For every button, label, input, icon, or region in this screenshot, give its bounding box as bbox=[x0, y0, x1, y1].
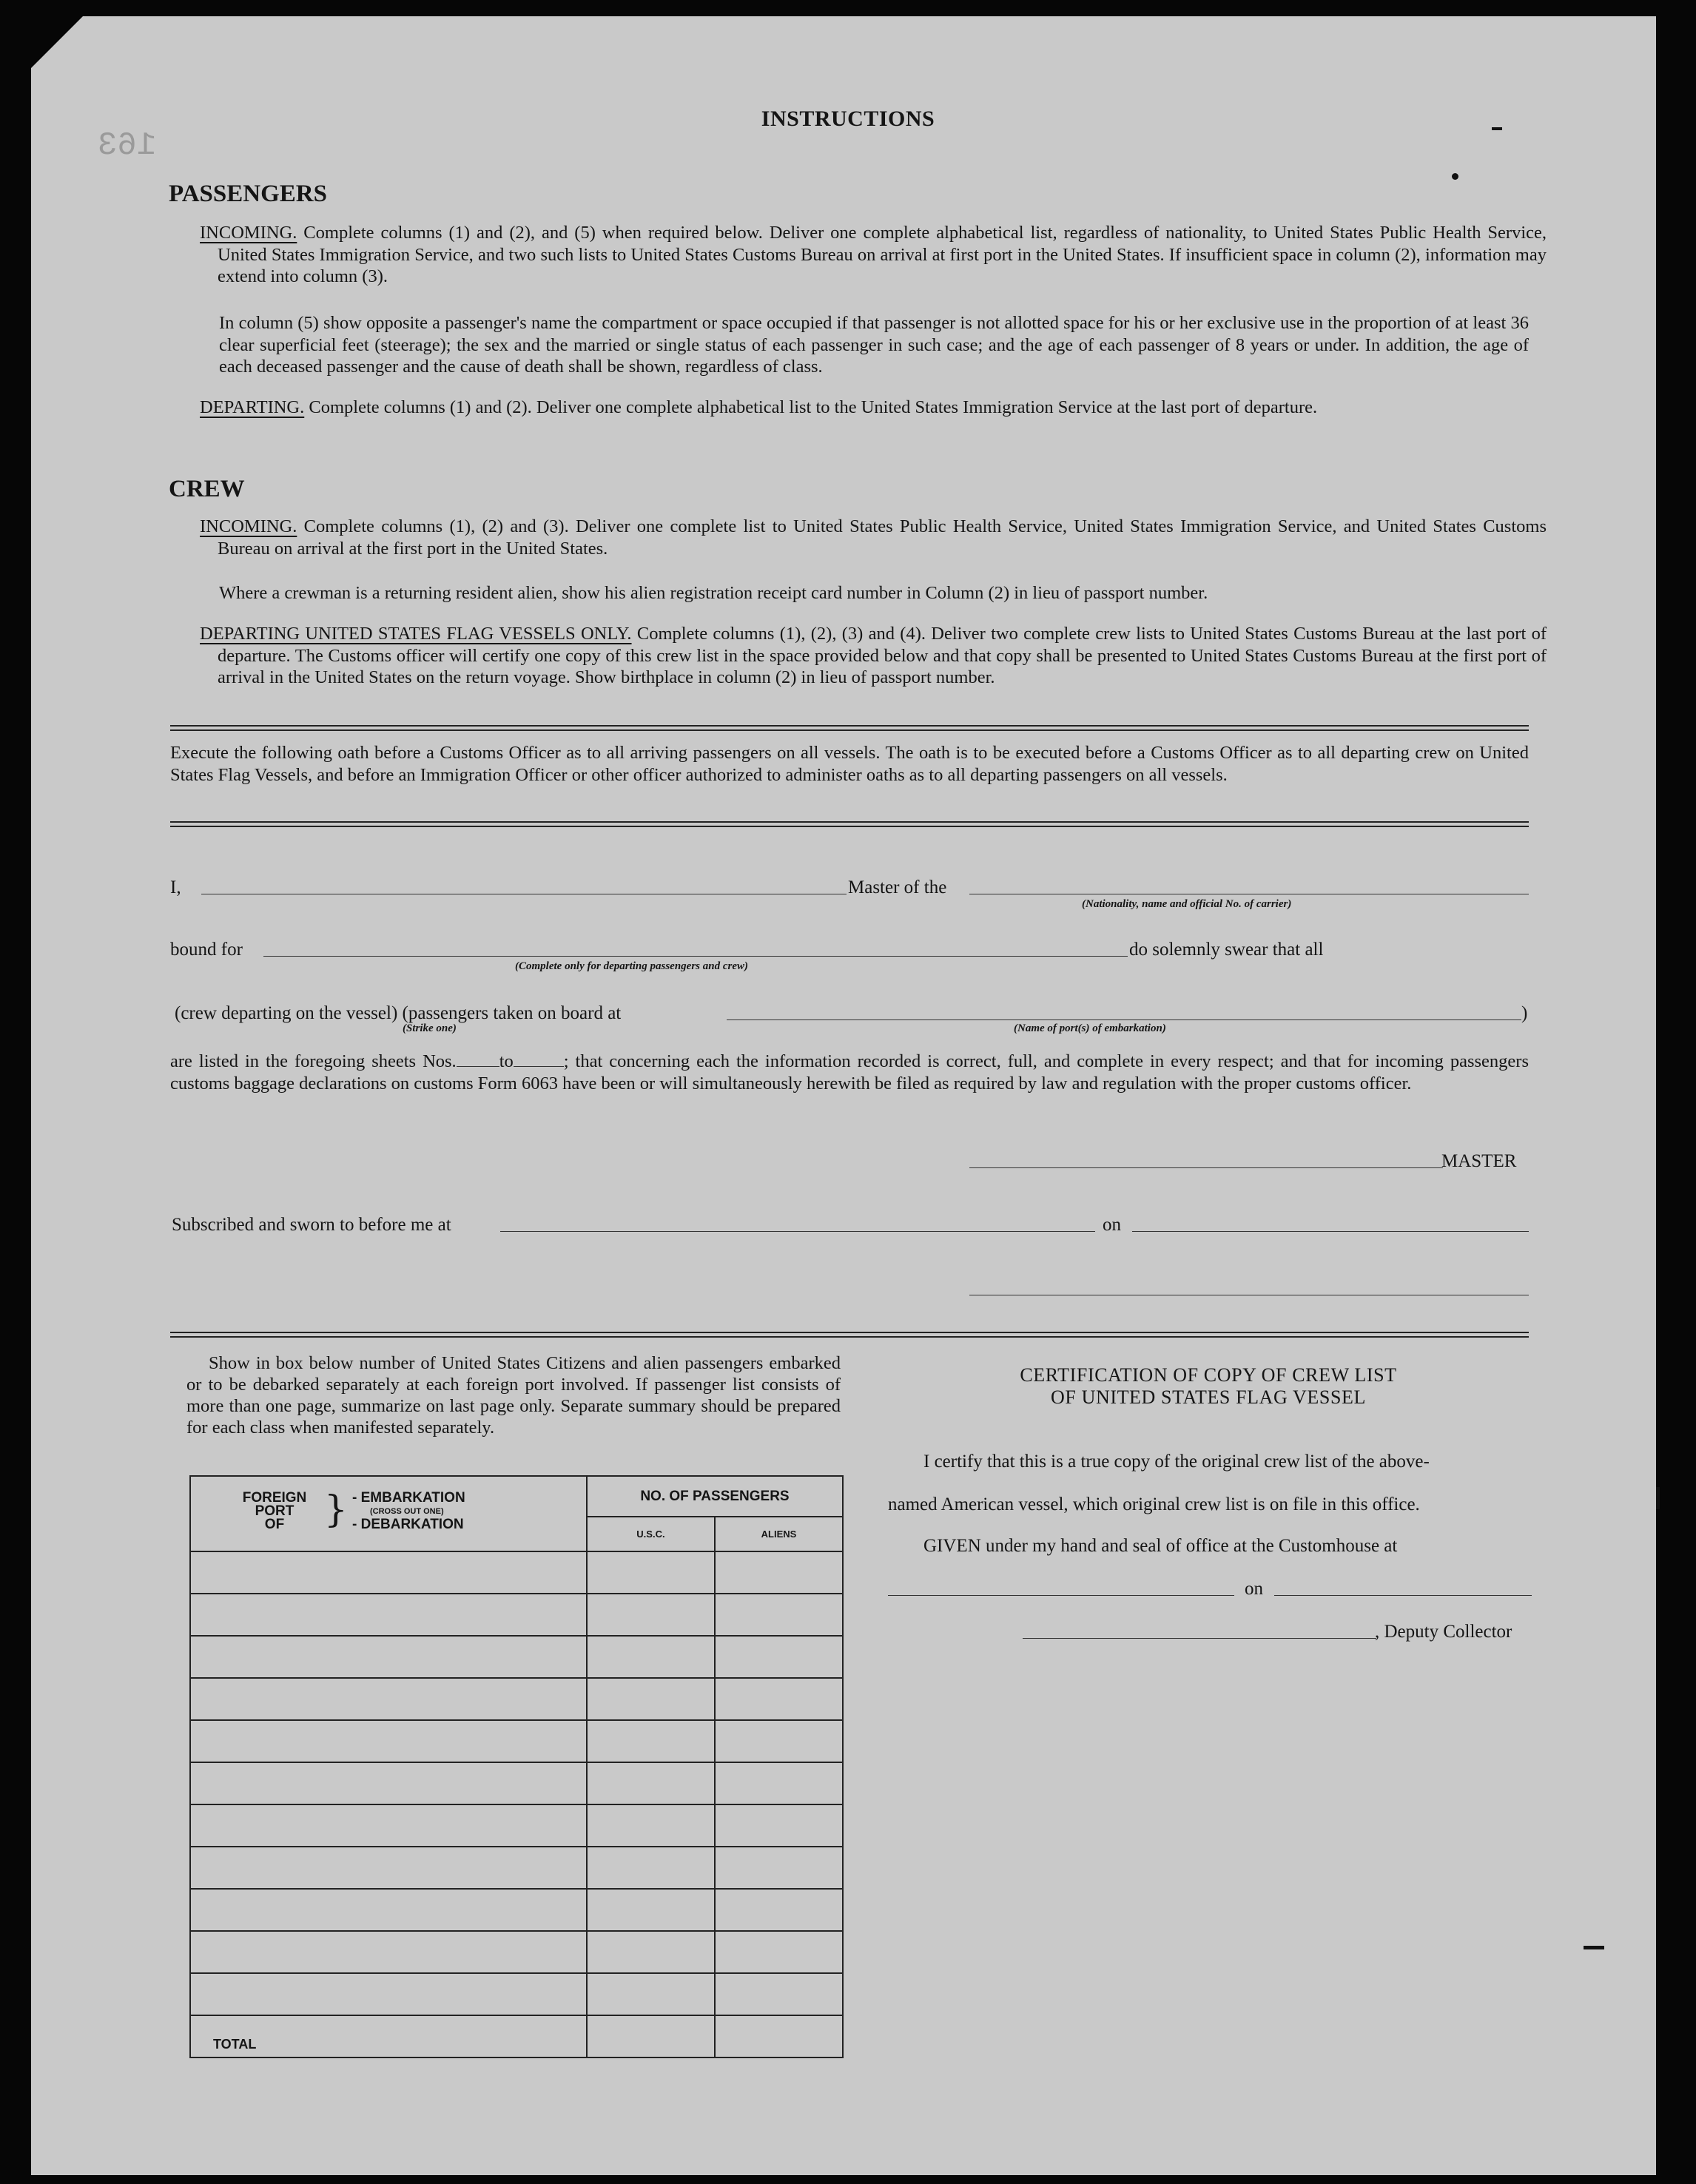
port-cell[interactable] bbox=[190, 1678, 587, 1720]
aliens-cell[interactable] bbox=[715, 1720, 843, 1762]
sworn-at-field[interactable] bbox=[500, 1231, 1095, 1232]
crew-incoming-label: INCOMING. bbox=[200, 516, 297, 536]
cross-out-label: (CROSS OUT ONE) bbox=[370, 1507, 444, 1516]
crew-departing-label: DEPARTING UNITED STATES FLAG VESSELS ONLY. bbox=[200, 624, 632, 644]
bound-for-label: bound for bbox=[170, 940, 243, 960]
do-solemnly-label: do solemnly swear that all bbox=[1129, 940, 1324, 960]
deputy-collector-label: , Deputy Collector bbox=[1375, 1622, 1512, 1642]
usc-cell[interactable] bbox=[587, 1931, 715, 1973]
crew-incoming-text: Complete columns (1), (2) and (3). Deliver one complete list to United States Public Health Service, United States Immigration Service, and United States Customs Bureau on arrival at the first port in the United States. bbox=[218, 516, 1547, 559]
closing-paren: ) bbox=[1521, 1003, 1528, 1023]
port-cell[interactable] bbox=[190, 1762, 587, 1804]
table-row bbox=[190, 1636, 843, 1678]
usc-cell[interactable] bbox=[587, 1804, 715, 1847]
divider bbox=[170, 1332, 1529, 1338]
crew-heading: CREW bbox=[169, 476, 245, 502]
to-label: to bbox=[499, 1051, 514, 1071]
page-number-stamp: 163 bbox=[98, 127, 157, 164]
usc-cell[interactable] bbox=[587, 1762, 715, 1804]
usc-cell[interactable] bbox=[587, 1551, 715, 1594]
port-cell[interactable] bbox=[190, 1931, 587, 1973]
sworn-on-label: on bbox=[1103, 1215, 1121, 1235]
port-cell[interactable] bbox=[190, 1889, 587, 1931]
passengers-incoming bbox=[200, 222, 1547, 288]
certify-line2: named American vessel, which original crew list is on file in this office. bbox=[888, 1494, 1420, 1514]
speck bbox=[1584, 1946, 1604, 1949]
bound-for-field[interactable] bbox=[263, 956, 1128, 957]
passengers-incoming-label: INCOMING. bbox=[200, 223, 297, 243]
passengers-departing-label: DEPARTING. bbox=[200, 397, 305, 417]
passengers-departing bbox=[200, 397, 1547, 419]
port-cell[interactable] bbox=[190, 1804, 587, 1847]
aliens-cell[interactable] bbox=[715, 1551, 843, 1594]
sworn-date-field[interactable] bbox=[1132, 1231, 1529, 1232]
strike-one-caption: (Strike one) bbox=[403, 1022, 457, 1034]
aliens-cell[interactable] bbox=[715, 1804, 843, 1847]
sheets-to-field[interactable] bbox=[514, 1066, 564, 1067]
usc-cell[interactable] bbox=[587, 1678, 715, 1720]
port-cell[interactable] bbox=[190, 1551, 587, 1594]
ports-field[interactable] bbox=[727, 1019, 1521, 1020]
listed-paragraph bbox=[170, 1051, 1529, 1094]
certification-title-line2: OF UNITED STATES FLAG VESSEL bbox=[1051, 1386, 1366, 1408]
divider bbox=[170, 725, 1529, 731]
col-foreign-label: FOREIGN bbox=[242, 1490, 307, 1506]
brace-icon: } bbox=[324, 1488, 348, 1531]
port-header-cell bbox=[190, 1476, 587, 1551]
oath-instruction: Execute the following oath before a Customs Officer as to all arriving passengers on all vessels. The oath is to be executed before a Customs Officer as to all departing crew on United States Flag Vessels, and before an Immigration Officer or other officer authorized to administer oaths as to all departing passengers on all vessels. bbox=[170, 743, 1529, 785]
table-row bbox=[190, 1847, 843, 1889]
passengers-column5: In column (5) show opposite a passenger's name the compartment or space occupied if that passenger is not allotted space for his or her exclusive use in the proportion of at least 36 clear superficial feet (steerage); the sex and the married or single status of each passenger in such case; and the age of each passenger of 8 years or under. In addition, the age of each deceased passenger and the cause of death shall be shown, regardless of class. bbox=[219, 313, 1529, 377]
summary-instruction: Show in box below number of United States Citizens and alien passengers embarked or to be debarked separately at each foreign port involved. If passenger list consists of more than one page, summarize on last page only. Separate summary should be prepared for each class when manifested separately. bbox=[186, 1353, 841, 1438]
crew-departing-text: Complete columns (1), (2), (3) and (4). Deliver two complete crew lists to United States Customs Bureau at the last port of departure. The Customs officer will certify one copy of this crew list in the space provided below and that copy shall be presented to United States Customs Bureau at the first port of arrival in the United States on the return voyage. Show birthplace in column (2) in lieu of passport number. bbox=[218, 624, 1547, 687]
port-cell[interactable] bbox=[190, 1594, 587, 1636]
passengers-departing-text: Complete columns (1) and (2). Deliver one complete alphabetical list to the United States Immigration Service at the last port of departure. bbox=[304, 397, 1318, 417]
table-row bbox=[190, 1973, 843, 2015]
table-row bbox=[190, 1931, 843, 1973]
total-label: TOTAL bbox=[190, 2015, 587, 2057]
usc-cell[interactable] bbox=[587, 1889, 715, 1931]
speck bbox=[1656, 1487, 1660, 1509]
certify-line1: I certify that this is a true copy of the original crew list of the above- bbox=[923, 1452, 1430, 1472]
crew-incoming bbox=[200, 516, 1547, 559]
port-cell[interactable] bbox=[190, 1636, 587, 1678]
table-row bbox=[190, 1762, 843, 1804]
crew-departing bbox=[200, 623, 1547, 689]
table-row bbox=[190, 1551, 843, 1594]
passengers-heading: PASSENGERS bbox=[169, 181, 327, 207]
given-line: GIVEN under my hand and seal of office at the Customhouse at bbox=[923, 1536, 1398, 1556]
total-aliens-cell[interactable] bbox=[715, 2015, 843, 2057]
certification-title bbox=[888, 1364, 1529, 1409]
listed-prefix: are listed in the foregoing sheets Nos. bbox=[170, 1051, 457, 1071]
aliens-cell[interactable] bbox=[715, 1847, 843, 1889]
aliens-cell[interactable] bbox=[715, 1973, 843, 2015]
table-row bbox=[190, 1889, 843, 1931]
col-of-label: OF bbox=[264, 1517, 285, 1532]
page-title: INSTRUCTIONS bbox=[761, 107, 935, 131]
usc-cell[interactable] bbox=[587, 1720, 715, 1762]
total-usc-cell[interactable] bbox=[587, 2015, 715, 2057]
sheets-from-field[interactable] bbox=[457, 1066, 499, 1067]
aliens-cell[interactable] bbox=[715, 1678, 843, 1720]
embarkation-label: - EMBARKATION bbox=[352, 1490, 465, 1506]
table-row bbox=[190, 1594, 843, 1636]
table-row bbox=[190, 1720, 843, 1762]
complete-only-caption: (Complete only for departing passengers and crew) bbox=[515, 960, 748, 972]
passenger-summary-table bbox=[189, 1475, 844, 2058]
divider bbox=[170, 821, 1529, 827]
table-row bbox=[190, 1804, 843, 1847]
port-cell[interactable] bbox=[190, 1720, 587, 1762]
col-port-label: PORT bbox=[255, 1503, 295, 1519]
cert-on-label: on bbox=[1245, 1579, 1263, 1599]
usc-cell[interactable] bbox=[587, 1636, 715, 1678]
usc-header: U.S.C. bbox=[587, 1517, 715, 1551]
usc-cell[interactable] bbox=[587, 1847, 715, 1889]
master-signature-field[interactable] bbox=[969, 1167, 1443, 1168]
listed-text: ; that concerning each the information recorded is correct, full, and complete in every respect; and that for incoming passengers customs baggage declarations on customs Form 6063 have been or will simultaneously herewith be filed as required by law and regulation with the proper customs officer. bbox=[170, 1051, 1529, 1093]
no-passengers-header: NO. OF PASSENGERS bbox=[587, 1476, 843, 1517]
master-of-the-label: Master of the bbox=[848, 877, 947, 897]
aliens-cell[interactable] bbox=[715, 1889, 843, 1931]
passengers-incoming-text: Complete columns (1) and (2), and (5) when required below. Deliver one complete alphabetical list, regardless of nationality, to United States Public Health Service, United States Immigration Service, and two such lists to United States Customs Bureau on arrival at first port in the United States. If insufficient space in column (2), information may extend into column (3). bbox=[218, 223, 1547, 286]
usc-cell[interactable] bbox=[587, 1594, 715, 1636]
aliens-cell[interactable] bbox=[715, 1594, 843, 1636]
aliens-header: ALIENS bbox=[715, 1517, 843, 1551]
debarkation-label: - DEBARKATION bbox=[352, 1517, 464, 1532]
aliens-cell[interactable] bbox=[715, 1636, 843, 1678]
table-row bbox=[190, 1678, 843, 1720]
subscribed-label: Subscribed and sworn to before me at bbox=[172, 1215, 451, 1235]
nationality-caption: (Nationality, name and official No. of carrier) bbox=[1082, 898, 1292, 910]
speck bbox=[1452, 173, 1458, 180]
port-cell[interactable] bbox=[190, 1847, 587, 1889]
aliens-cell[interactable] bbox=[715, 1762, 843, 1804]
port-cell[interactable] bbox=[190, 1973, 587, 2015]
master-label: MASTER bbox=[1441, 1151, 1517, 1171]
aliens-cell[interactable] bbox=[715, 1931, 843, 1973]
crew-crewman-note: Where a crewman is a returning resident alien, show his alien registration receipt card number in Column (2) in lieu of passport number. bbox=[219, 583, 1208, 603]
customhouse-field[interactable] bbox=[888, 1595, 1234, 1596]
crew-departing-label: (crew departing on the vessel) (passengers taken on board at bbox=[175, 1003, 622, 1023]
ports-caption: (Name of port(s) of embarkation) bbox=[1014, 1022, 1166, 1034]
deputy-signature-field[interactable] bbox=[1023, 1638, 1376, 1639]
certification-title-line1: CERTIFICATION OF COPY OF CREW LIST bbox=[1020, 1364, 1397, 1386]
oath-i-label: I, bbox=[170, 877, 181, 897]
cert-date-field[interactable] bbox=[1274, 1595, 1532, 1596]
usc-cell[interactable] bbox=[587, 1973, 715, 2015]
